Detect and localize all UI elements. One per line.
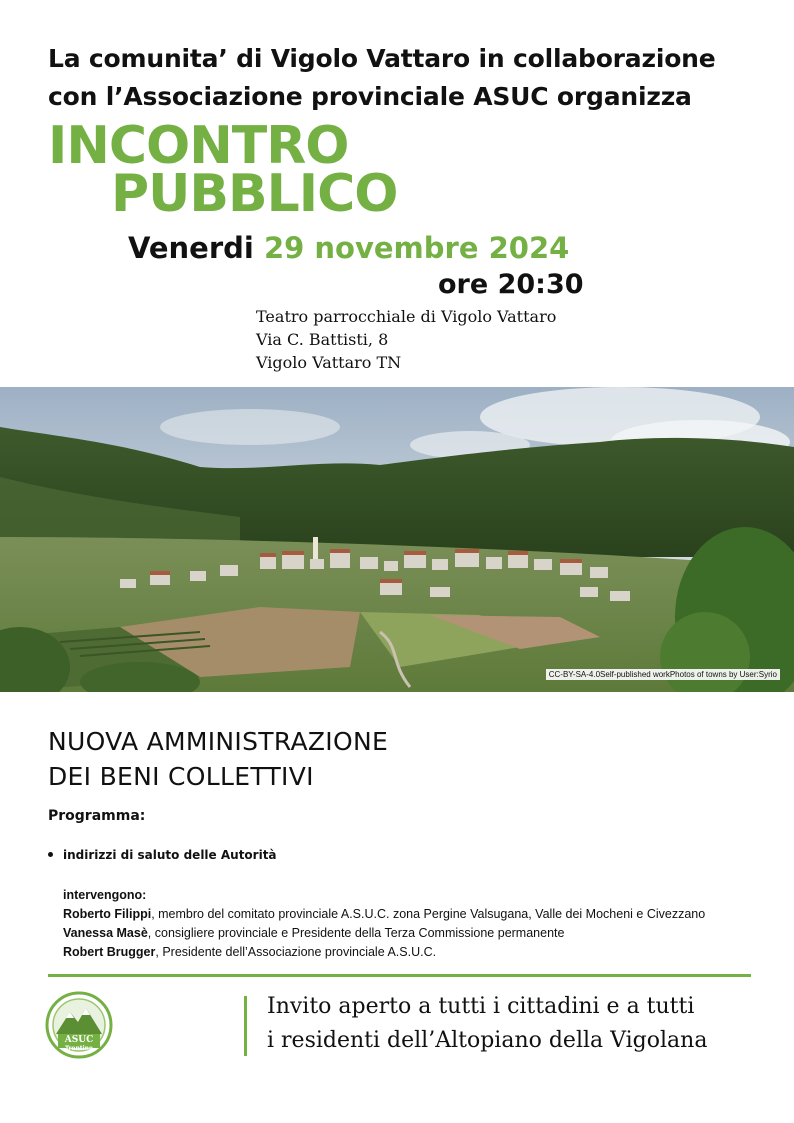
program-heading-line-2: DEI BENI COLLETTIVI: [48, 762, 314, 791]
program-label: Programma:: [48, 808, 146, 824]
speaker-name: Vanessa Masè: [63, 926, 148, 940]
bullet-icon: [48, 852, 53, 857]
program-heading: [48, 724, 388, 794]
intro-text: [48, 40, 768, 116]
speaker-role: , Presidente dell’Associazione provinciale A.S.U.C.: [155, 945, 437, 959]
speaker-role: , consigliere provinciale e Presidente della Terza Commissione permanente: [147, 926, 565, 940]
invite-line-1: Invito aperto a tutti i cittadini e a tutti: [267, 994, 695, 1019]
invitation-text: [267, 990, 707, 1058]
divider: [48, 974, 751, 977]
event-day: Venerdi: [128, 231, 254, 265]
logo-text-1: ASUC: [64, 1035, 94, 1045]
speaker-item: [63, 943, 783, 962]
event-title: [48, 116, 398, 224]
venue-line-1: Teatro parrocchiale di Vigolo Vattaro: [256, 307, 557, 326]
speaker-name: Roberto Filippi: [63, 907, 152, 921]
venue-line-2: Via C. Battisti, 8: [256, 330, 389, 349]
speaker-name: Robert Brugger: [63, 945, 156, 959]
program-heading-line-1: NUOVA AMMINISTRAZIONE: [48, 727, 389, 756]
asuc-logo: [44, 990, 114, 1060]
event-time: ore 20:30: [438, 269, 584, 300]
title-line-2: PUBBLICO: [111, 164, 398, 224]
intro-line-1: La comunita’ di Vigolo Vattaro in collaborazione: [48, 44, 716, 73]
speakers-label: intervengono:: [63, 888, 147, 902]
venue-address: [256, 305, 556, 374]
speakers-list: [63, 886, 783, 962]
intro-line-2: con l’Associazione provinciale ASUC organizza: [48, 82, 692, 111]
event-date: [128, 228, 569, 268]
invite-accent-bar: [244, 996, 247, 1056]
venue-line-3: Vigolo Vattaro TN: [256, 353, 402, 372]
speaker-item: [63, 924, 783, 943]
speaker-item: [63, 905, 783, 924]
program-item-text: indirizzi di saluto delle Autorità: [63, 848, 277, 862]
logo-text-2: Trentine: [65, 1045, 93, 1052]
photo-credit: CC-BY-SA-4.0Self-published workPhotos of towns by User:Syrio: [546, 669, 780, 680]
speaker-role: , membro del comitato provinciale A.S.U.C. zona Pergine Valsugana, Valle dei Mocheni e Civezzano: [151, 907, 706, 921]
program-item: [48, 848, 277, 862]
invite-line-2: i residenti dell’Altopiano della Vigolana: [267, 1028, 708, 1053]
title-line-1: INCONTRO: [48, 116, 349, 176]
event-date-value: 29 novembre 2024: [263, 231, 570, 265]
village-landscape-photo: [0, 387, 794, 692]
